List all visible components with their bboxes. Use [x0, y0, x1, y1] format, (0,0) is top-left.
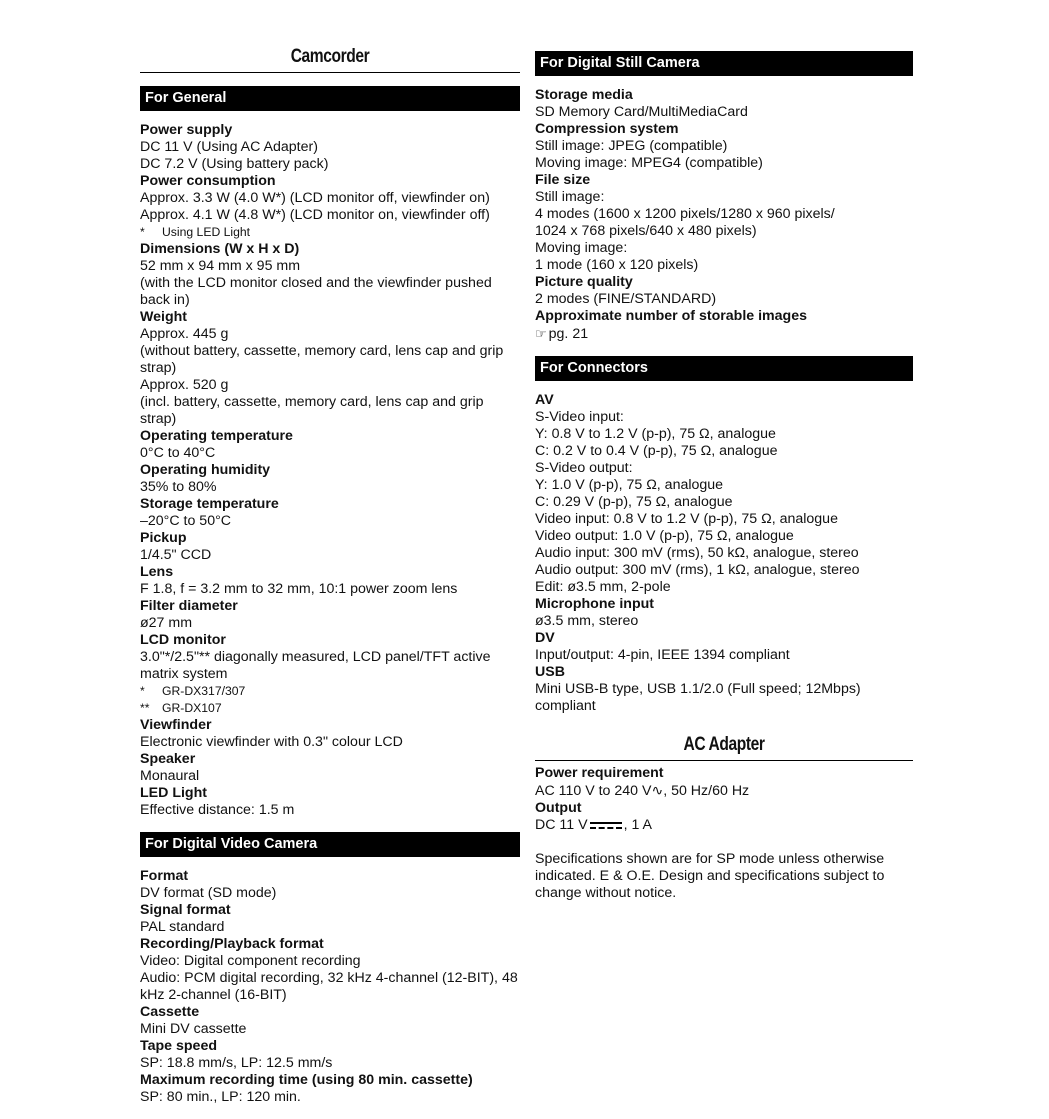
note-mark: * [140, 225, 145, 239]
section-heading: For Connectors [535, 356, 913, 381]
spec-value: SD Memory Card/MultiMediaCard [535, 104, 748, 120]
spec-value: –20°C to 50°C [140, 513, 232, 529]
spec-value: DC 11 V (Using AC Adapter) [140, 139, 318, 155]
spec-label: Microphone input [535, 596, 655, 612]
spec-value: (without battery, cassette, memory card, lens cap and grip strap) [140, 343, 504, 376]
pointing-hand-icon: ☞ [535, 326, 547, 341]
spacer [140, 819, 520, 832]
left-sections [140, 86, 520, 1119]
spec-label: Speaker [140, 751, 196, 767]
spec-value: Input/output: 4-pin, IEEE 1394 compliant [535, 647, 790, 663]
footnote: Specifications shown are for SP mode unless otherwise indicated. E & O.E. Design and specifications subject to change without notice. [535, 851, 885, 901]
note-text: GR-DX317/307 [162, 684, 246, 698]
spacer [535, 715, 913, 728]
note-text: Using LED Light [162, 225, 251, 239]
ac-adapter-divider [535, 760, 913, 761]
spec-value: Still image: JPEG (compatible) [535, 138, 728, 154]
spec-value: Moving image: [535, 240, 628, 256]
camcorder-title: Camcorder [290, 46, 370, 67]
spec-note [140, 700, 520, 717]
right-column [535, 51, 913, 902]
spacer [535, 343, 913, 356]
spec-value: 1/4.5" CCD [140, 547, 212, 563]
spec-value: Mini USB-B type, USB 1.1/2.0 (Full speed; 12Mbps) compliant [535, 681, 861, 714]
spec-value: PAL standard [140, 919, 225, 935]
section-heading: For Digital Video Camera [140, 832, 520, 857]
spec-label: Output [535, 800, 582, 816]
left-column [140, 44, 520, 1119]
spec-label: Cassette [140, 1004, 200, 1020]
spec-label: Power supply [140, 122, 233, 138]
spec-label: Operating temperature [140, 428, 293, 444]
spec-label: Recording/Playback format [140, 936, 324, 952]
spec-value: Effective distance: 1.5 m [140, 802, 295, 818]
spec-value: Approx. 445 g [140, 326, 229, 342]
spec-label: File size [535, 172, 591, 188]
spec-value: S-Video output: [535, 460, 633, 476]
spec-value: S-Video input: [535, 409, 624, 425]
spec-value: DC 11 V , 1 A [535, 817, 652, 833]
spec-value: 1024 x 768 pixels/640 x 480 pixels) [535, 223, 757, 239]
spec-value: Monaural [140, 768, 200, 784]
note-text: GR-DX107 [162, 701, 222, 715]
spec-label: USB [535, 664, 565, 680]
spec-label: Maximum recording time (using 80 min. cassette) [140, 1072, 473, 1088]
spec-label: Storage media [535, 87, 633, 103]
spec-value: Y: 1.0 V (p-p), 75 Ω, analogue [535, 477, 724, 493]
spec-note [140, 224, 520, 241]
title-divider [140, 72, 520, 73]
spec-label: Viewfinder [140, 717, 212, 733]
spec-value: Video input: 0.8 V to 1.2 V (p-p), 75 Ω, analogue [535, 511, 838, 527]
spec-value: SP: 18.8 mm/s, LP: 12.5 mm/s [140, 1055, 333, 1071]
spec-label: Picture quality [535, 274, 633, 290]
spec-value: Audio input: 300 mV (rms), 50 kΩ, analogue, stereo [535, 545, 859, 561]
ac-adapter-title: AC Adapter [683, 734, 765, 755]
spec-value: Mini DV cassette [140, 1021, 247, 1037]
spec-value: ø3.5 mm, stereo [535, 613, 639, 629]
spec-label: Storage temperature [140, 496, 279, 512]
spec-value: Video output: 1.0 V (p-p), 75 Ω, analogue [535, 528, 794, 544]
spec-value: Y: 0.8 V to 1.2 V (p-p), 75 Ω, analogue [535, 426, 776, 442]
spec-label: Signal format [140, 902, 231, 918]
spec-label: Dimensions (W x H x D) [140, 241, 300, 257]
spec-label: AV [535, 392, 554, 408]
spec-value: Audio: PCM digital recording, 32 kHz 4-channel (12-BIT), 48 kHz 2-channel (16-BIT) [140, 970, 518, 1003]
note-mark: ** [140, 701, 150, 715]
spec-value: C: 0.2 V to 0.4 V (p-p), 75 Ω, analogue [535, 443, 778, 459]
spec-label: Weight [140, 309, 188, 325]
spec-value: C: 0.29 V (p-p), 75 Ω, analogue [535, 494, 733, 510]
dc-current-icon [590, 820, 622, 830]
spec-value: 2 modes (FINE/STANDARD) [535, 291, 717, 307]
spec-label: Power requirement [535, 765, 664, 781]
spec-value: 1 mode (160 x 120 pixels) [535, 257, 699, 273]
note-mark: * [140, 684, 145, 698]
spec-value: Audio output: 300 mV (rms), 1 kΩ, analogue, stereo [535, 562, 860, 578]
spec-value: Electronic viewfinder with 0.3" colour LCD [140, 734, 403, 750]
spec-label: Lens [140, 564, 174, 580]
spacer [140, 1106, 520, 1119]
spec-value: (incl. battery, cassette, memory card, lens cap and grip strap) [140, 394, 484, 427]
spec-value: Approx. 4.1 W (4.8 W*) (LCD monitor on, viewfinder off) [140, 207, 490, 223]
spec-value: F 1.8, f = 3.2 mm to 32 mm, 10:1 power zoom lens [140, 581, 458, 597]
section-heading: For Digital Still Camera [535, 51, 913, 76]
spec-value: AC 110 V to 240 V∿, 50 Hz/60 Hz [535, 782, 750, 799]
ac-current-icon: ∿ [651, 782, 664, 798]
spec-label: DV [535, 630, 555, 646]
spec-value: 35% to 80% [140, 479, 217, 495]
spec-value: 52 mm x 94 mm x 95 mm [140, 258, 301, 274]
ac-adapter-specs [535, 765, 913, 834]
spec-label: Tape speed [140, 1038, 218, 1054]
spec-label: Approximate number of storable images [535, 308, 807, 324]
spec-label: Pickup [140, 530, 187, 546]
spec-label: Filter diameter [140, 598, 238, 614]
section-heading: For General [140, 86, 520, 111]
spec-label: Compression system [535, 121, 679, 137]
right-sections [535, 51, 913, 728]
spec-value: Video: Digital component recording [140, 953, 361, 969]
spacer [535, 834, 913, 851]
spec-value: SP: 80 min., LP: 120 min. [140, 1089, 301, 1105]
spec-value: Edit: ø3.5 mm, 2-pole [535, 579, 671, 595]
spec-label: Format [140, 868, 189, 884]
spec-value: Approx. 3.3 W (4.0 W*) (LCD monitor off, viewfinder on) [140, 190, 490, 206]
spec-value: Moving image: MPEG4 (compatible) [535, 155, 763, 171]
spec-label: LED Light [140, 785, 207, 801]
spec-label: Operating humidity [140, 462, 271, 478]
spec-value: Still image: [535, 189, 605, 205]
spec-value: ø27 mm [140, 615, 193, 631]
spec-value: DC 7.2 V (Using battery pack) [140, 156, 329, 172]
spec-label: Power consumption [140, 173, 276, 189]
spec-value: (with the LCD monitor closed and the viewfinder pushed back in) [140, 275, 492, 308]
spec-value: DV format (SD mode) [140, 885, 277, 901]
spec-value: 3.0"*/2.5"** diagonally measured, LCD panel/TFT active matrix system [140, 649, 491, 682]
spec-note [140, 683, 520, 700]
spec-value: Approx. 520 g [140, 377, 229, 393]
spec-value: 0°C to 40°C [140, 445, 216, 461]
spec-value: 4 modes (1600 x 1200 pixels/1280 x 960 pixels/ [535, 206, 835, 222]
spec-value: ☞ pg. 21 [535, 326, 589, 342]
spec-label: LCD monitor [140, 632, 226, 648]
